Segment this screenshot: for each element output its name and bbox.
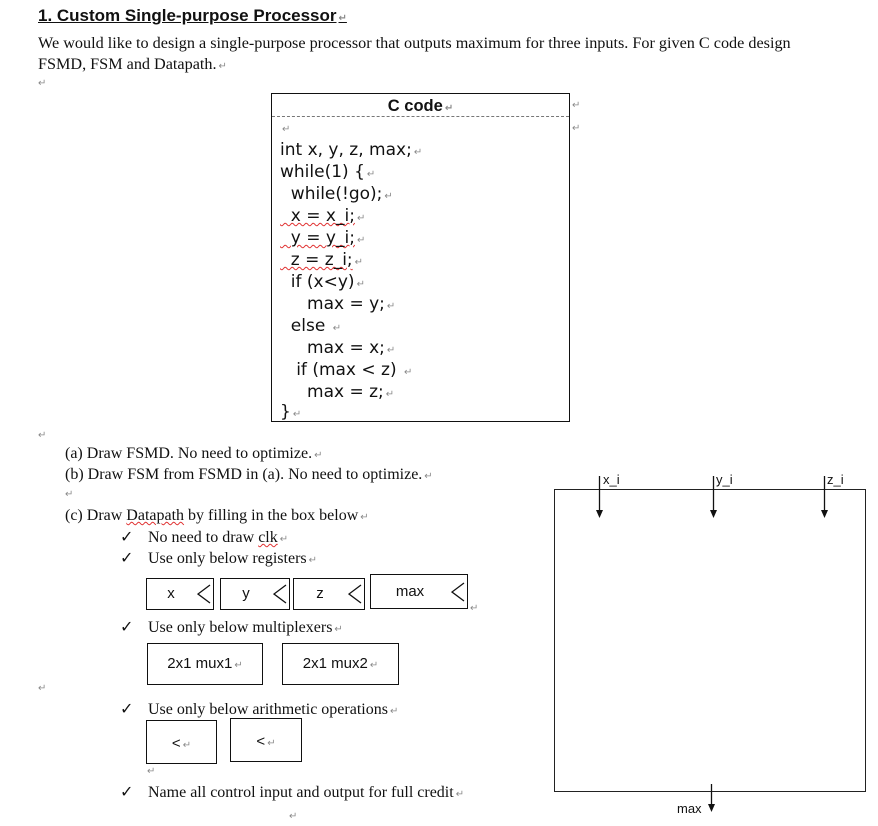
paragraph-mark: ↵ [38, 430, 47, 441]
mux1-box: 2x1 mux1 ↵ [147, 643, 263, 685]
output-arrow-max [702, 784, 722, 818]
paragraph-mark: ↵ [38, 78, 47, 89]
code-line: else ↵ [280, 316, 342, 336]
check-icon: ✓ [120, 529, 134, 546]
code-line: max = y; ↵ [280, 294, 396, 314]
register-x: x [146, 578, 214, 610]
check-item-arithmetic: ✓ Use only below arithmetic operations ↵ [120, 701, 399, 718]
check-icon: ✓ [120, 784, 134, 801]
code-line: while(!go); ↵ [280, 184, 393, 204]
check-item-registers: ✓ Use only below registers ↵ [120, 550, 318, 567]
register-z: z [293, 578, 365, 610]
register-max: max [370, 574, 468, 609]
intro-paragraph: We would like to design a single-purpose processor that outputs maximum for three inputs. For given C code design FSMD, FSM and Datapath. ↵ [38, 34, 791, 73]
register-y: y [220, 578, 290, 610]
code-line: if (x<y) ↵ [280, 272, 365, 292]
question-a: (a) Draw FSMD. No need to optimize. ↵ [65, 445, 323, 462]
check-item-no-clk: ✓ No need to draw clk ↵ [120, 529, 289, 546]
comparator-1: < ↵ [146, 720, 217, 764]
paragraph-mark: ↵ [147, 766, 156, 777]
code-line: int x, y, z, max; ↵ [280, 140, 423, 160]
code-line: while(1) { ↵ [280, 162, 376, 182]
code-line: max = x; ↵ [280, 338, 396, 358]
code-line: max = z; ↵ [280, 382, 395, 402]
input-label-z-i: z_i [827, 472, 844, 487]
check-icon: ✓ [120, 701, 134, 718]
input-label-x-i: x_i [603, 472, 620, 487]
paragraph-mark: ↵ [65, 489, 74, 500]
code-line: if (max < z) ↵ [280, 360, 413, 380]
clock-triangle-icon [273, 584, 287, 604]
paragraph-mark: ↵ [282, 124, 291, 135]
code-line: y = y_i; ↵ [280, 228, 366, 248]
c-code-box [271, 93, 570, 422]
paragraph-mark: ↵ [470, 603, 479, 614]
output-label-max: max [677, 801, 702, 816]
paragraph-mark: ↵ [289, 811, 298, 822]
check-icon: ✓ [120, 550, 134, 567]
paragraph-mark: ↵ [572, 123, 581, 134]
clock-triangle-icon [197, 584, 211, 604]
clock-triangle-icon [348, 584, 362, 604]
input-arrow-x-i [590, 476, 610, 520]
code-line: } ↵ [280, 402, 302, 422]
comparator-2: < ↵ [230, 718, 302, 762]
paragraph-mark: ↵ [38, 683, 47, 694]
input-arrow-z-i [815, 476, 835, 520]
mux2-box: 2x1 mux2 ↵ [282, 643, 399, 685]
question-c: (c) Draw Datapath by filling in the box below ↵ [65, 507, 369, 524]
c-code-header: C code ↵ [272, 94, 569, 117]
section-title: 1. Custom Single-purpose Processor ↵ [38, 6, 347, 25]
input-arrow-y-i [704, 476, 724, 520]
clock-triangle-icon [451, 582, 465, 602]
input-label-y-i: y_i [716, 472, 733, 487]
check-item-control: ✓ Name all control input and output for full credit ↵ [120, 784, 465, 801]
code-line: z = z_i; ↵ [280, 250, 364, 270]
check-icon: ✓ [120, 619, 134, 636]
paragraph-mark: ↵ [572, 100, 581, 111]
check-item-multiplexers: ✓ Use only below multiplexers ↵ [120, 619, 343, 636]
question-b: (b) Draw FSM from FSMD in (a). No need to optimize. ↵ [65, 466, 433, 483]
datapath-drawing-area[interactable] [554, 489, 866, 792]
code-line: x = x_i; ↵ [280, 206, 366, 226]
